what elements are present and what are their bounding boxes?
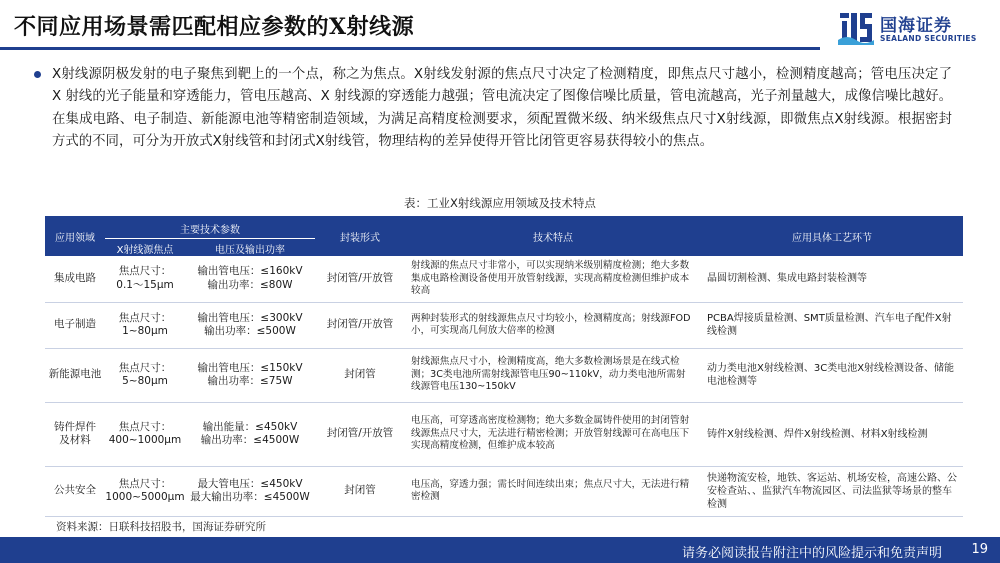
row-focal	[105, 302, 185, 348]
sealand-logo	[838, 10, 988, 48]
footer-bar	[0, 537, 1000, 563]
focal-value: 1~80μm	[122, 325, 168, 337]
table-row	[45, 256, 963, 302]
power-value: 输出功率：≤75W	[207, 375, 293, 387]
row-seal: 封闭管/开放管	[315, 302, 405, 348]
title-underline	[0, 47, 820, 50]
row-focal	[105, 402, 185, 466]
power-value: 输出功率：≤80W	[207, 278, 293, 291]
source-note: 资料来源：日联科技招股书，国海证券研究所	[56, 521, 266, 533]
header-main-params-label: 主要技术参数	[180, 224, 240, 236]
voltage-value: 最大管电压：≤450kV	[197, 477, 303, 490]
focal-value: 400~1000μm	[108, 434, 182, 446]
row-seal: 封闭管	[315, 466, 405, 516]
header-features: 技术特点	[405, 216, 701, 256]
table-caption: 表：工业X射线源应用领域及技术特点	[404, 196, 596, 210]
row-process: 快递物流安检，地铁、客运站、机场安检，高速公路、公安检查站、、监狱汽车物流园区、司法监狱等场景的整车检测	[701, 466, 963, 516]
row-seal: 封闭管/开放管	[315, 402, 405, 466]
xray-application-table	[45, 216, 963, 517]
focal-label: 焦点尺寸：	[118, 311, 172, 324]
row-process: 铸件X射线检测、焊件X射线检测、材料X射线检测	[701, 402, 963, 466]
header-process: 应用具体工艺环节	[701, 216, 963, 256]
row-focal	[105, 348, 185, 402]
disclaimer-link[interactable]: 请务必阅读报告附注中的风险提示和免责声明	[681, 546, 942, 561]
voltage-value: 输出管电压：≤160kV	[197, 265, 303, 278]
header-seal: 封装形式	[315, 216, 405, 256]
row-domain: 电子制造	[45, 302, 105, 348]
domain-line-1: 铸件焊件	[54, 420, 96, 433]
row-domain	[45, 402, 105, 466]
row-domain: 公共安全	[45, 466, 105, 516]
domain-line-2: 及材料	[59, 434, 91, 446]
logo-text-cn: 国海证券	[880, 16, 952, 36]
intro-paragraph: X射线源阴极发射的电子聚焦到靶上的一个点，称之为焦点。X射线发射源的焦点尺寸决定了检测精度，即焦点尺寸越小，检测精度越高；管电压决定了 X 射线的光子能量和穿透能力，管电压越高、X 射线源的穿透能力越强；管电流决定了图像信噪比质量，管电流越高，光子剂量越大，成像信噪比越好。在集成电路、电子制造、新能源电池等精密制造领域，为满足高精度检测要求，须配置微米级、纳米级焦点尺寸X射线源，即微焦点X射线源。根据密封方式的不同，可分为开放式X射线管和封闭式X射线管，物理结构的差异使得开管比闭管更容易获得较小的焦点。	[52, 67, 952, 150]
row-focal	[105, 466, 185, 516]
row-domain: 新能源电池	[45, 348, 105, 402]
table-row	[45, 466, 963, 516]
page-title: 不同应用场景需匹配相应参数的X射线源	[14, 14, 415, 40]
row-focal	[105, 256, 185, 302]
row-seal: 封闭管/开放管	[315, 256, 405, 302]
logo-text-en: SEALAND SECURITIES	[880, 34, 977, 43]
row-process: 晶圆切割检测、集成电路封装检测等	[701, 256, 963, 302]
power-value: 输出功率：≤500W	[204, 325, 296, 337]
header-voltage-power: 电压及输出功率	[215, 244, 285, 256]
power-value: 最大输出功率：≤4500W	[190, 491, 310, 503]
row-voltage-power	[185, 402, 315, 466]
focal-value: 0.1～15μm	[116, 278, 174, 291]
row-process: PCBA焊接质量检测、SMT质量检测、汽车电子配件X射线检测	[701, 302, 963, 348]
power-value: 输出功率：≤4500W	[200, 434, 300, 446]
focal-label: 焦点尺寸：	[118, 265, 172, 278]
row-features: 电压高，穿透力强；需长时间连续出束；焦点尺寸大，无法进行精密检测	[405, 466, 701, 516]
focal-value: 5~80μm	[122, 375, 168, 387]
focal-label: 焦点尺寸：	[118, 420, 172, 433]
header-divider	[105, 238, 315, 239]
row-features: 射线源焦点尺寸小，检测精度高，绝大多数检测场景是在线式检测；3C类电池所需射线源管电压90~110kV，动力类电池所需射线源管电压130~150kV	[405, 348, 701, 402]
bullet-icon	[34, 71, 41, 78]
table-row	[45, 302, 963, 348]
row-features: 射线源的焦点尺寸非常小，可以实现纳米级别精度检测；绝大多数集成电路检测设备使用开放管射线源，实现高精度检测但维护成本较高	[405, 256, 701, 302]
table-row	[45, 402, 963, 466]
header-focal: X射线源焦点	[116, 244, 174, 256]
row-process: 动力类电池X射线检测、3C类电池X射线检测设备、储能电池检测等	[701, 348, 963, 402]
focal-label: 焦点尺寸：	[118, 361, 172, 374]
focal-value: 1000~5000μm	[105, 491, 185, 503]
voltage-value: 输出能量：≤450kV	[202, 420, 298, 433]
header-main-params	[105, 216, 315, 256]
row-voltage-power	[185, 256, 315, 302]
row-voltage-power	[185, 348, 315, 402]
header	[0, 0, 1000, 52]
row-features: 两种封装形式的射线源焦点尺寸均较小，检测精度高；射线源FOD小，可实现高几何放大倍率的检测	[405, 302, 701, 348]
sealand-logo-icon	[838, 10, 874, 46]
header-domain: 应用领域	[45, 216, 105, 256]
row-seal: 封闭管	[315, 348, 405, 402]
row-domain: 集成电路	[45, 256, 105, 302]
row-voltage-power	[185, 466, 315, 516]
voltage-value: 输出管电压：≤150kV	[197, 361, 303, 374]
row-features: 电压高，可穿透高密度检测物；绝大多数金属铸件使用的封闭管射线源焦点尺寸大，无法进行精密检测；开放管射线源可在高电压下实现高精度检测，但维护成本较高	[405, 402, 701, 466]
page-number: 19	[971, 542, 988, 557]
voltage-value: 输出管电压：≤300kV	[197, 311, 303, 324]
focal-label: 焦点尺寸：	[118, 477, 172, 490]
table-row	[45, 348, 963, 402]
row-voltage-power	[185, 302, 315, 348]
